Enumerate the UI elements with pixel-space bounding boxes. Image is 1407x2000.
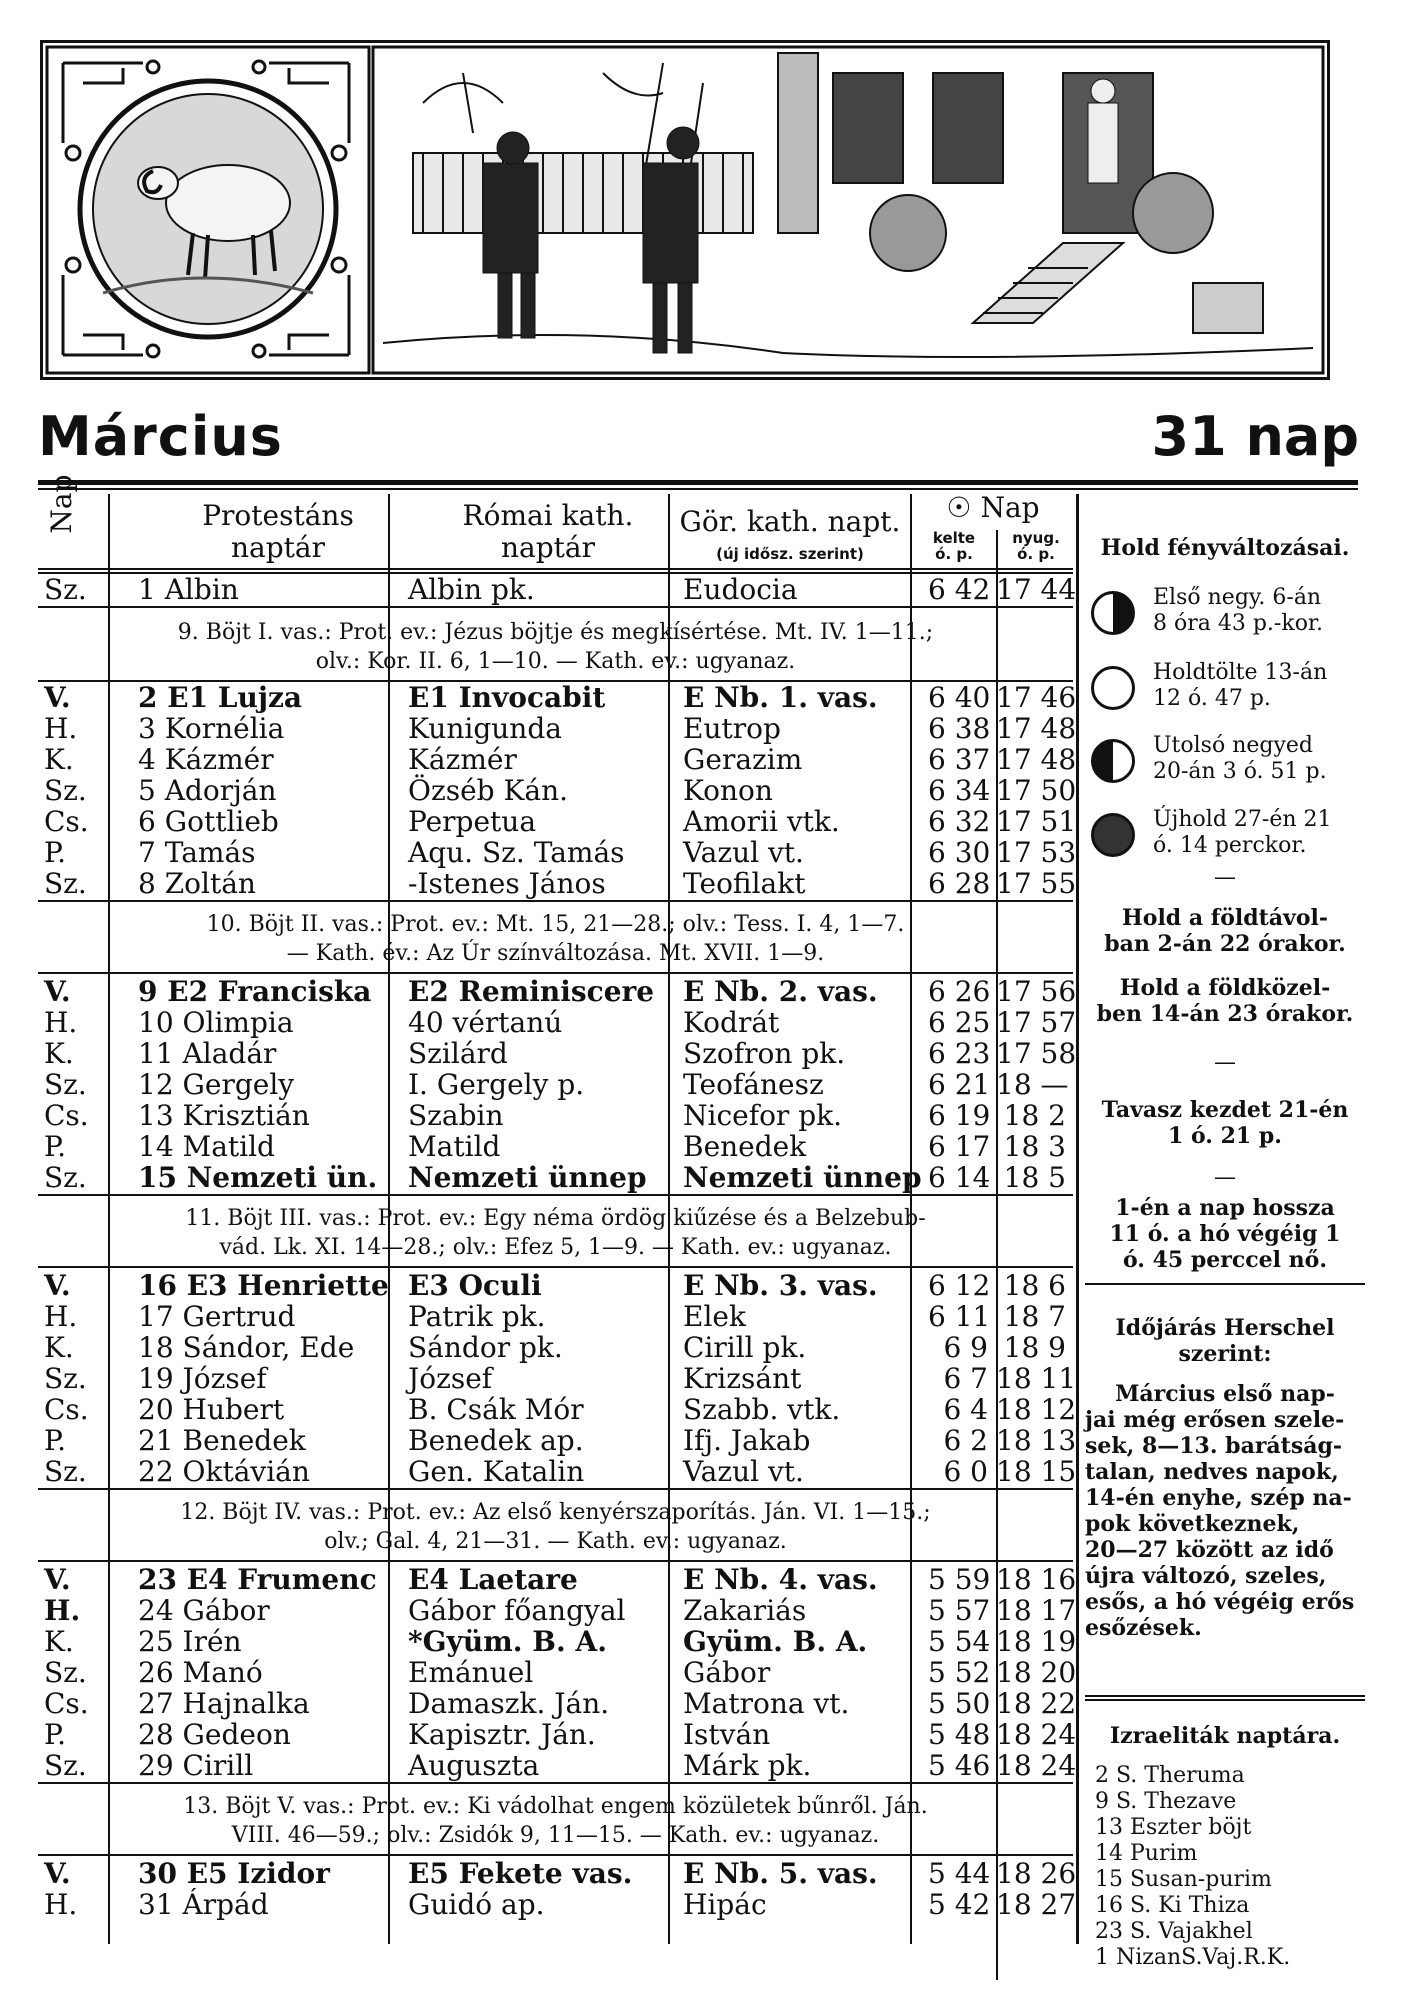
moon-first-quarter: Első negy. 6-án 8 óra 43 p.-kor. xyxy=(1085,585,1365,645)
weather-section: Időjárás Herschel szerint: Március első nap- jai még erősen szele- sek, 8—13. barátság- talan, nedves napok, 14-én enyhe, szép na- pok következnek, 20—27 között az idő újra változó, szeles, esős, a hó végéig erős esőzések. xyxy=(1085,1315,1365,1641)
moon-phases-title: Hold fényváltozásai. xyxy=(1100,535,1350,561)
table-row: V. 30 E5 Izidor E5 Fekete vas. E Nb. 5. vas. 5 44 18 26 xyxy=(44,1857,1077,1890)
table-row: Sz. 22 Oktávián Gen. Katalin Vazul vt. 6 0 18 15 xyxy=(44,1455,1077,1488)
moon-last-quarter: Utolsó negyed 20-án 3 ó. 51 p. xyxy=(1085,733,1365,793)
col-header-rom: Római kath. naptár xyxy=(462,499,634,564)
table-row: K. 11 Aladár Szilárd Szofron pk. 6 23 17 58 xyxy=(44,1037,1077,1070)
sun-icon: ☉ xyxy=(946,491,972,524)
table-row: H. 3 Kornélia Kunigunda Eutrop 6 38 17 48 xyxy=(44,712,1077,745)
moon-perigee: Hold a földközel- ben 14-án 23 órakor. xyxy=(1096,975,1354,1027)
last-quarter-moon-icon xyxy=(1091,739,1135,783)
moon-apogee: Hold a földtávol- ban 2-án 22 órakor. xyxy=(1104,905,1346,957)
table-row: Sz. 15 Nemzeti ün. Nemzeti ünnep Nemzeti ünnep 6 14 18 5 xyxy=(44,1161,1066,1194)
table-row: V. 9 E2 Franciska E2 Reminiscere E Nb. 2. vas. 6 26 17 56 xyxy=(44,975,1077,1008)
col-header-gor: Gör. kath. napt. (új idősz. szerint) xyxy=(679,505,901,563)
col-header-nap: Nap xyxy=(45,474,78,534)
new-moon-icon xyxy=(1091,813,1135,857)
table-row: Cs. 13 Krisztián Szabin Nicefor pk. 6 19 18 2 xyxy=(44,1099,1066,1132)
day-length: 1-én a nap hossza 11 ó. a hó végéig 1 ó. 45 perccel nő. xyxy=(1109,1195,1341,1273)
table-row: Sz. 19 József József Krizsánt 6 7 18 11 xyxy=(44,1362,1077,1395)
table-row: V. 16 E3 Henriette E3 Oculi E Nb. 3. vas. 6 12 18 6 xyxy=(44,1269,1066,1302)
table-row: V. 23 E4 Frumenc E4 Laetare E Nb. 4. vas. 5 59 18 16 xyxy=(44,1563,1077,1596)
table-row: Cs. 6 Gottlieb Perpetua Amorii vtk. 6 32 17 51 xyxy=(44,805,1077,838)
header-illustration xyxy=(40,40,1330,380)
table-row: Cs. 27 Hajnalka Damaszk. Ján. Matrona vt. 5 50 18 22 xyxy=(44,1687,1077,1720)
sunday-note-13: 13. Böjt V. vas.: Prot. ev.: Ki vádolhat engem közületek bűnről. Ján. VIII. 46—59.; olv.: Zsidók 9, 11—15. — Kath. ev.: ugyanaz. xyxy=(183,1794,928,1848)
moon-new: Újhold 27-én 21 ó. 14 perckor. xyxy=(1085,807,1365,867)
first-quarter-moon-icon xyxy=(1091,591,1135,635)
table-row: K. 25 Irén *Gyüm. B. A. Gyüm. B. A. 5 54 18 19 xyxy=(44,1625,1077,1658)
dash: — xyxy=(1214,1050,1236,1075)
table-row: P. 14 Matild Matild Benedek 6 17 18 3 xyxy=(44,1130,1066,1163)
table-row: K. 4 Kázmér Kázmér Gerazim 6 37 17 48 xyxy=(44,743,1077,776)
sunday-note-9: 9. Böjt I. vas.: Prot. ev.: Jézus böjtje és megkísértése. Mt. IV. 1—11.; olv.: Kor. II. 6, 1—10. — Kath. ev.: ugyanaz. xyxy=(177,620,934,674)
table-row: P. 28 Gedeon Kapisztr. Ján. István 5 48 18 24 xyxy=(44,1718,1077,1751)
sunday-note-12: 12. Böjt IV. vas.: Prot. ev.: Az első kenyérszaporítás. Ján. VI. 1—15.; olv.; Gal. 4, 21—31. — Kath. ev.: ugyanaz. xyxy=(180,1500,931,1554)
jewish-list: 2 S. Theruma 9 S. Thezave 13 Eszter böjt 14 Purim 15 Susan-purim 16 S. Ki Thiza 23 S. Vajakhel 1 NizanS.Vaj.R.K. xyxy=(1095,1763,1291,1970)
table-row: Sz. 29 Cirill Auguszta Márk pk. 5 46 18 24 xyxy=(44,1749,1077,1782)
title-rule-thick xyxy=(38,480,1358,485)
sidebar-divider xyxy=(1076,494,1079,1944)
table-row: Sz. 5 Adorján Özséb Kán. Konon 6 34 17 50 xyxy=(44,774,1077,807)
days-count: 31 nap xyxy=(1151,405,1359,468)
table-row: H. 10 Olimpia 40 vértanú Kodrát 6 25 17 57 xyxy=(44,1006,1077,1039)
jewish-calendar: Izraeliták naptára. 2 S. Theruma 9 S. Thezave 13 Eszter böjt 14 Purim 15 Susan-purim 16 S. Ki Thiza 23 S. Vajakhel 1 NizanS.Vaj.R.K. xyxy=(1085,1723,1365,1971)
table-row: P. 21 Benedek Benedek ap. Ifj. Jakab 6 2 18 13 xyxy=(44,1424,1077,1457)
col-header-rise: kelte ó. p. xyxy=(932,529,976,563)
title-rule-thin xyxy=(38,488,1358,490)
month-title: Március xyxy=(38,405,283,468)
col-header-prot: Protestáns naptár xyxy=(202,499,354,564)
table-row: H. 31 Árpád Guidó ap. Hipác 5 42 18 27 xyxy=(44,1888,1077,1921)
table-row: Sz. 12 Gergely I. Gergely p. Teofánesz 6 21 18 — xyxy=(44,1068,1069,1101)
table-row: Sz. 26 Manó Emánuel Gábor 5 52 18 20 xyxy=(44,1656,1077,1689)
table-row: Sz. 1 Albin Albin pk. Eudocia 6 42 17 44 xyxy=(44,573,1077,606)
full-moon-icon xyxy=(1091,666,1135,710)
table-row: Sz. 8 Zoltán -Istenes János Teofilakt 6 28 17 55 xyxy=(44,867,1077,900)
table-row: P. 7 Tamás Aqu. Sz. Tamás Vazul vt. 6 30 17 53 xyxy=(44,836,1077,869)
sunday-note-10: 10. Böjt II. vas.: Prot. ev.: Mt. 15, 21—28.; olv.: Tess. I. 4, 1—7. — Kath. év.: Az Úr színváltozása. Mt. XVII. 1—9. xyxy=(206,912,905,966)
dash: — xyxy=(1214,1165,1236,1190)
table-row: H. 17 Gertrud Patrik pk. Elek 6 11 18 7 xyxy=(44,1300,1066,1333)
sunday-note-11: 11. Böjt III. vas.: Prot. ev.: Egy néma ördög kiűzése és a Belzebub- vád. Lk. XI. 14—28.; olv.: Efez 5, 1—9. — Kath. ev.: ugyanaz. xyxy=(185,1206,926,1260)
table-row: V. 2 E1 Lujza E1 Invocabit E Nb. 1. vas. 6 40 17 46 xyxy=(44,681,1077,714)
engraving-image xyxy=(43,43,1327,377)
col-header-set: nyug. ó. p. xyxy=(1012,529,1060,563)
col-header-sun: ☉ Nap xyxy=(946,491,1040,524)
table-row: K. 18 Sándor, Ede Sándor pk. Cirill pk. 6 9 18 9 xyxy=(44,1331,1066,1364)
table-row: Cs. 20 Hubert B. Csák Mór Szabb. vtk. 6 4 18 12 xyxy=(44,1393,1077,1426)
moon-full: Holdtölte 13-án 12 ó. 47 p. xyxy=(1085,660,1365,720)
dash: — xyxy=(1214,865,1236,890)
weather-text: Március első nap- jai még erősen szele- sek, 8—13. barátság- talan, nedves napok, 14-én enyhe, szép na- pok következnek, 20—27 között az idő újra változó, szeles, esős, a hó végéig erős esőzések. xyxy=(1085,1381,1355,1641)
table-row: H. 24 Gábor Gábor főangyal Zakariás 5 57 18 17 xyxy=(44,1594,1077,1627)
spring-start: Tavasz kezdet 21-én 1 ó. 21 p. xyxy=(1101,1097,1349,1149)
